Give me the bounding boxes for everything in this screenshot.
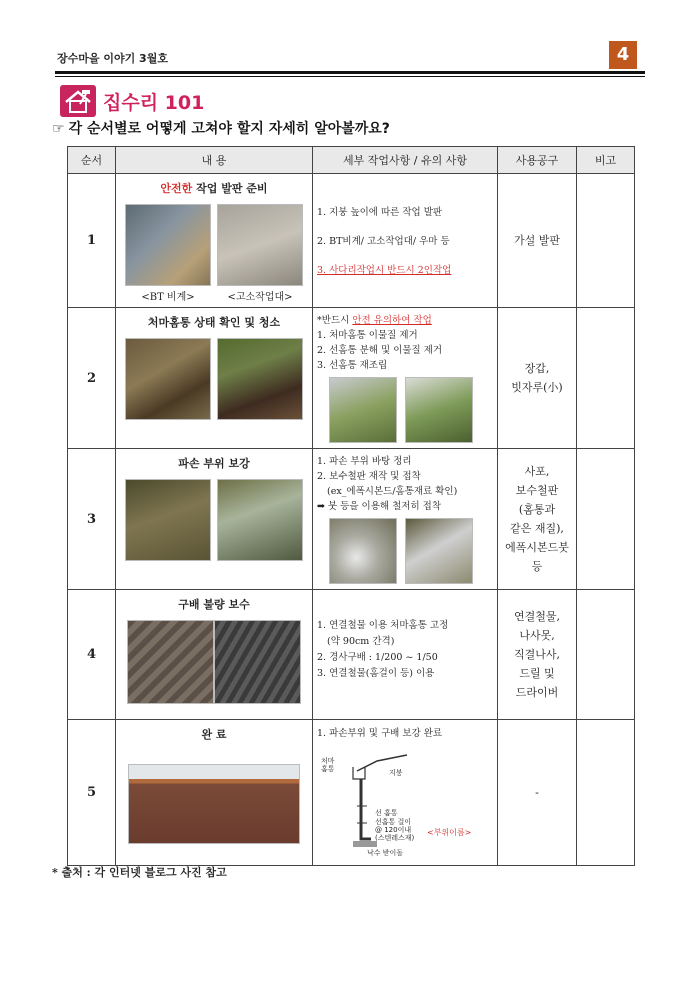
diagram-label-material: (스텐레스재) [375,834,415,842]
step-content [116,174,313,308]
detail-line: 1. 연결철물 이용 처마홈통 고정 [317,620,449,631]
detail-line: 3. 연결철물(홈걸이 등) 이용 [317,668,435,679]
detail-line: 1. 지붕 높이에 따른 작업 발판 [317,207,443,218]
warning-prefix: *반드시 [317,315,353,326]
tool-item: 보수철판 [515,484,559,497]
step-number: 4 [68,590,116,720]
tool-item: 연결철물, [513,610,560,623]
subtitle-text: 각 순서별로 어떻게 고쳐야 할지 자세히 알아볼까요? [68,121,390,137]
step-number: 3 [68,449,116,590]
table-row [68,308,635,449]
detail-line: 1. 파손 부위 바탕 정리 [317,456,412,467]
source-note: * 출처 : 각 인터넷 블로그 사진 참고 [52,866,227,879]
tool-item: 나사못, [519,629,555,642]
finished-house-photo [128,764,300,844]
epoxy-photo [329,518,397,584]
aerial-platform-photo [217,204,303,286]
step-note [577,449,635,590]
step-tools [498,308,577,449]
detail-line-warning: 3. 사다리작업시 반드시 2인작업 [317,265,452,276]
diagram-label-pipe: 선 홈통 [375,809,398,817]
table-row [68,590,635,720]
header-rule [55,71,645,74]
step-details [313,720,498,866]
step-title: 처마홈통 상태 확인 및 청소 [147,316,281,329]
diagram-label-hanger: 선홈통 걸이 [375,818,412,826]
diagram-label-roof: 지붕 [389,769,403,777]
detail-line: 1. 파손부위 및 구배 보강 완료 [317,728,443,739]
step-note [577,590,635,720]
repair-steps-table [67,146,635,866]
step-details [313,449,498,590]
table-row [68,720,635,866]
step-content [116,449,313,590]
detail-line: 2. 보수철판 재작 및 접착 [317,471,421,482]
step-details [313,174,498,308]
detail-warning [317,313,493,328]
gutter-cleaning-photo [217,338,303,420]
step-note [577,174,635,308]
step-title [116,180,312,196]
rusted-gutter-photo [125,479,211,561]
tool-item: 드릴 및 [519,667,555,680]
step-number: 1 [68,174,116,308]
tool-item: 빗자루(小) [511,381,563,394]
step-number: 5 [68,720,116,866]
step-tools [498,449,577,590]
step-content [116,720,313,866]
col-header-content: 내 용 [116,147,313,174]
downspout-reassembly-photo [405,377,473,443]
step-tools: - [498,720,577,866]
detail-line: 2. 선홈통 분해 및 이물질 제거 [317,345,443,356]
step-content [116,590,313,720]
scaffold-photo [125,204,211,286]
detail-line: 1. 처마홈통 이물질 제거 [317,330,418,341]
col-header-order: 순서 [68,147,116,174]
detail-line: (ex_에폭시본드/홈통재료 확인) [327,486,458,497]
table-row [68,449,635,590]
photo-caption: <BT 비계> [141,292,195,303]
section-title: 집수리 101 [103,92,205,114]
col-header-details: 세부 작업사항 / 유의 사항 [313,147,498,174]
step-number: 2 [68,308,116,449]
newsletter-title: 장수마을 이야기 3월호 [57,52,168,65]
tool-item: 에폭시본드붓 [505,541,569,554]
step-note [577,720,635,866]
detail-line: 2. BT비계/ 고소작업대/ 우마 등 [317,236,450,247]
step-title: 완 료 [201,728,227,741]
page-number: 4 [609,41,637,69]
patched-gutter-photo [217,479,303,561]
detail-line: ➡ 붓 등을 이용해 철저히 접착 [317,501,442,512]
step-note [577,308,635,449]
step-tools [498,590,577,720]
diagram-legend: <부위이름> [427,828,472,837]
photo-caption: <고소작업대> [227,292,293,303]
step-details [313,308,498,449]
table-row [68,174,635,308]
section-subtitle [52,118,390,138]
step-title: 파손 부위 보강 [178,457,250,470]
step-title-text: 작업 발판 준비 [192,182,268,195]
diagram-label-drain: 낙수 받이돌 [367,849,404,857]
detail-line: 3. 선홈통 재조립 [317,360,388,371]
tool-item: 사포, [524,465,550,478]
hammer-house-icon [60,85,96,117]
tool-item: 같은 재질), [510,522,564,535]
table-header-row [68,147,635,174]
gutter-diagram [313,747,497,863]
tool-item: (홈통과 [518,503,556,516]
detail-line: (약 90cm 간격) [327,636,395,647]
step-content [116,308,313,449]
tool-item: 등 [531,560,543,573]
diagram-label-eaves: 처마 홈통 [321,757,335,773]
downspout-photo [329,377,397,443]
header-rule-thin [55,76,645,77]
col-header-tools: 사용공구 [498,147,577,174]
tool-item: 장갑, [524,362,550,375]
step-title-highlight: 안전한 [160,182,193,195]
warning-text: 안전 유의하여 작업 [352,315,432,326]
gutter-debris-photo [125,338,211,420]
step-title: 구배 불량 보수 [178,598,250,611]
col-header-note: 비고 [577,147,635,174]
tool-item: 직결나사, [513,648,560,661]
brush-photo [405,518,473,584]
gutter-hanger-photo [214,620,301,704]
pointing-hand-icon: ☞ [52,121,65,137]
gutter-slope-photo [127,620,214,704]
diagram-label-spacing: @ 120이내 [375,826,412,834]
detail-line: 2. 경사구배 : 1/200 ~ 1/50 [317,652,438,663]
tool-item: 드라이버 [515,686,559,699]
step-details [313,590,498,720]
step-tools: 가설 발판 [498,174,577,308]
